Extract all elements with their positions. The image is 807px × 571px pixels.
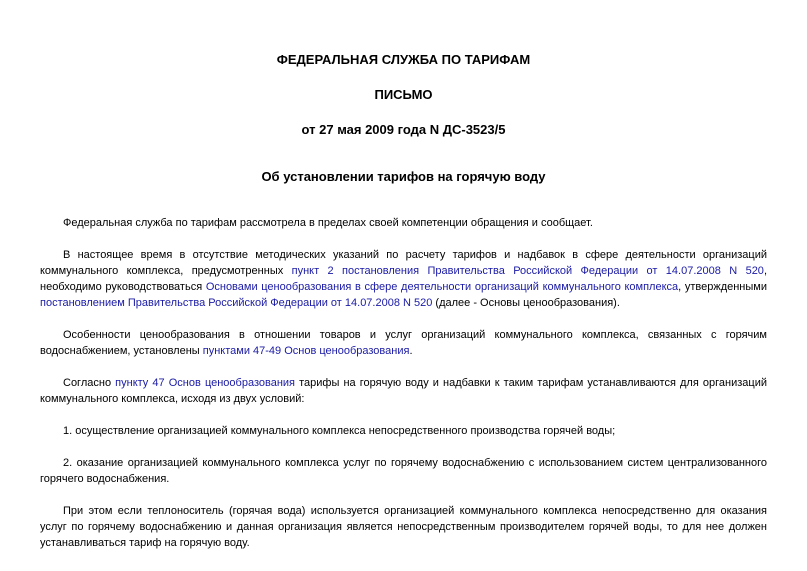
paragraph-6: [40, 455, 767, 487]
paragraph-3: [40, 327, 767, 359]
link-pricing-fundamentals[interactable]: Основами ценообразования в сфере деятельности организаций коммунального комплекса: [205, 281, 679, 293]
paragraph-5: [40, 423, 767, 439]
document-page: [40, 40, 767, 567]
paragraph-text: 2. оказание организацией коммунального комплекса услуг по горячему водоснабжению с использованием систем централизованного горячего водоснабжения.: [40, 457, 767, 485]
document-body: [40, 215, 767, 551]
link-resolution-520[interactable]: постановлением Правительства Российской Федерации от 14.07.2008 N 520: [40, 297, 433, 309]
paragraph-text: При этом если теплоноситель (горячая вода) используется организацией коммунального комплекса непосредственно для оказания услуг по горячему водоснабжению и данная организация является непосредственным производителем горячей воды, то для нее должен устанавливаться тариф на горячую воду.: [40, 505, 767, 549]
paragraph-text: , необходимо руководствоваться: [40, 265, 767, 293]
paragraph-text: Особенности ценообразования в отношении товаров и услуг организаций коммунального комплекса, связанных с горячим водоснабжением, установлены: [40, 329, 767, 357]
paragraph-text: Согласно: [63, 377, 116, 389]
paragraph-7: [40, 503, 767, 551]
document-subject: Об установлении тарифов на горячую воду: [261, 169, 546, 184]
paragraph-text: Федеральная служба по тарифам рассмотрела в пределах своей компетенции обращения и сообщает.: [63, 217, 593, 229]
document-type-heading: ПИСЬМО: [374, 87, 433, 102]
link-resolution-520-item-2[interactable]: пункт 2 постановления Правительства Российской Федерации от 14.07.2008 N 520: [291, 265, 764, 277]
paragraph-text: .: [409, 345, 413, 357]
paragraph-text: В настоящее время в отсутствие методических указаний по расчету тарифов и надбавок в сфере деятельности организаций коммунального комплекса, предусмотренных: [40, 249, 767, 277]
document-date-number: от 27 мая 2009 года N ДС-3523/5: [301, 122, 506, 137]
paragraph-text: 1. осуществление организацией коммунального комплекса непосредственного производства горячей воды;: [63, 425, 616, 437]
paragraph-4: [40, 375, 767, 407]
paragraph-text: тарифы на горячую воду и надбавки к таким тарифам устанавливаются для организаций коммунального комплекса, исходя из двух условий:: [40, 377, 767, 405]
paragraph-text: , утвержденными: [678, 281, 767, 293]
organization-heading: ФЕДЕРАЛЬНАЯ СЛУЖБА ПО ТАРИФАМ: [276, 52, 531, 67]
link-items-47-49[interactable]: пунктами 47-49 Основ ценообразования: [202, 345, 410, 357]
paragraph-2: [40, 247, 767, 311]
paragraph-1: [40, 215, 767, 231]
link-item-47[interactable]: пункту 47 Основ ценообразования: [115, 377, 296, 389]
paragraph-text: (далее - Основы ценообразования).: [432, 297, 620, 309]
